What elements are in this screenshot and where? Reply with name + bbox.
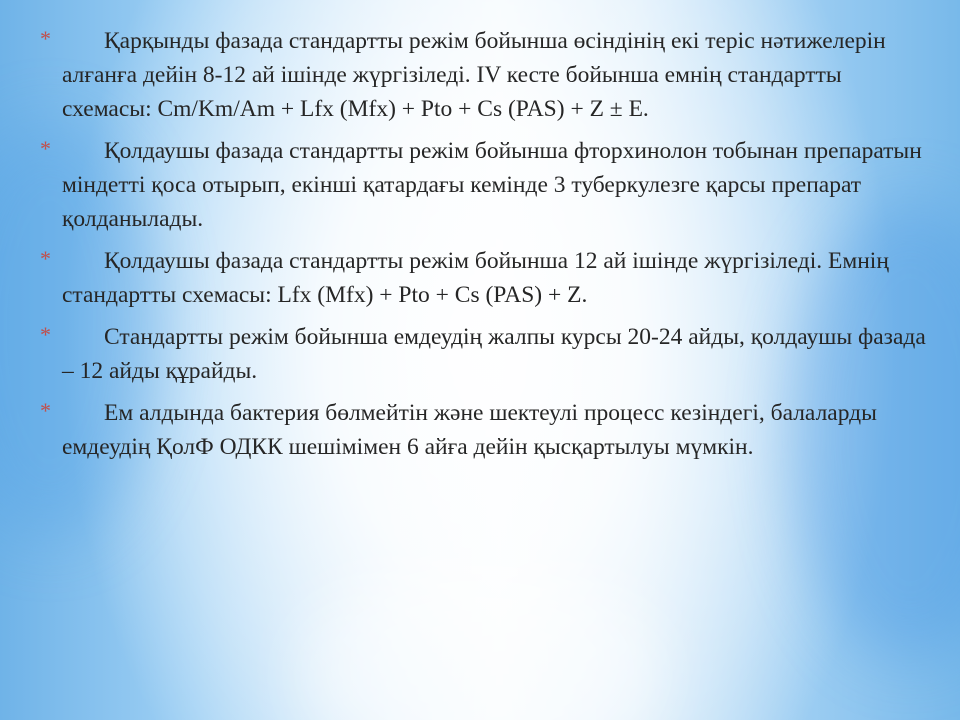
bullet-item xyxy=(40,134,930,236)
background-glow-bottom xyxy=(300,560,660,720)
bullet-item xyxy=(40,396,930,464)
bullet-star-icon: * xyxy=(40,322,51,347)
bullet-text: Қолдаушы фазада стандартты режім бойынша фторхинолон тобынан препаратын міндетті қоса отырып, екінші қатардағы кемінде 3 туберкулезге қарсы препарат қолданылады. xyxy=(62,138,922,232)
bullet-text: Стандартты режім бойынша емдеудің жалпы курсы 20-24 айды, қолдаушы фазада – 12 айды құрайды. xyxy=(62,324,926,384)
bullet-list xyxy=(40,24,930,472)
bullet-text: Қарқынды фазада стандартты режім бойынша өсіндінің екі теріс нәтижелерін алғанға дейін 8-12 ай ішінде жүргізіледі. IV кесте бойынша емнің стандартты схемасы: Cm/Km/Am + Lfx (Mfx) + Pto + Cs (PAS) + Z ± E. xyxy=(62,28,886,122)
bullet-text: Ем алдында бактерия бөлмейтін және шектеулі процесс кезіндегі, балаларды емдеудің ҚолФ ОДКК шешімімен 6 айға дейін қысқартылуы мүмкін. xyxy=(62,400,877,460)
bullet-item xyxy=(40,24,930,126)
bullet-text: Қолдаушы фазада стандартты режім бойынша 12 ай ішінде жүргізіледі. Емнің стандартты схемасы: Lfx (Mfx) + Pto + Cs (PAS) + Z. xyxy=(62,248,889,308)
bullet-star-icon: * xyxy=(40,398,51,423)
bullet-item xyxy=(40,320,930,388)
bullet-star-icon: * xyxy=(40,136,51,161)
bullet-star-icon: * xyxy=(40,26,51,51)
bullet-star-icon: * xyxy=(40,246,51,271)
bullet-item xyxy=(40,244,930,312)
